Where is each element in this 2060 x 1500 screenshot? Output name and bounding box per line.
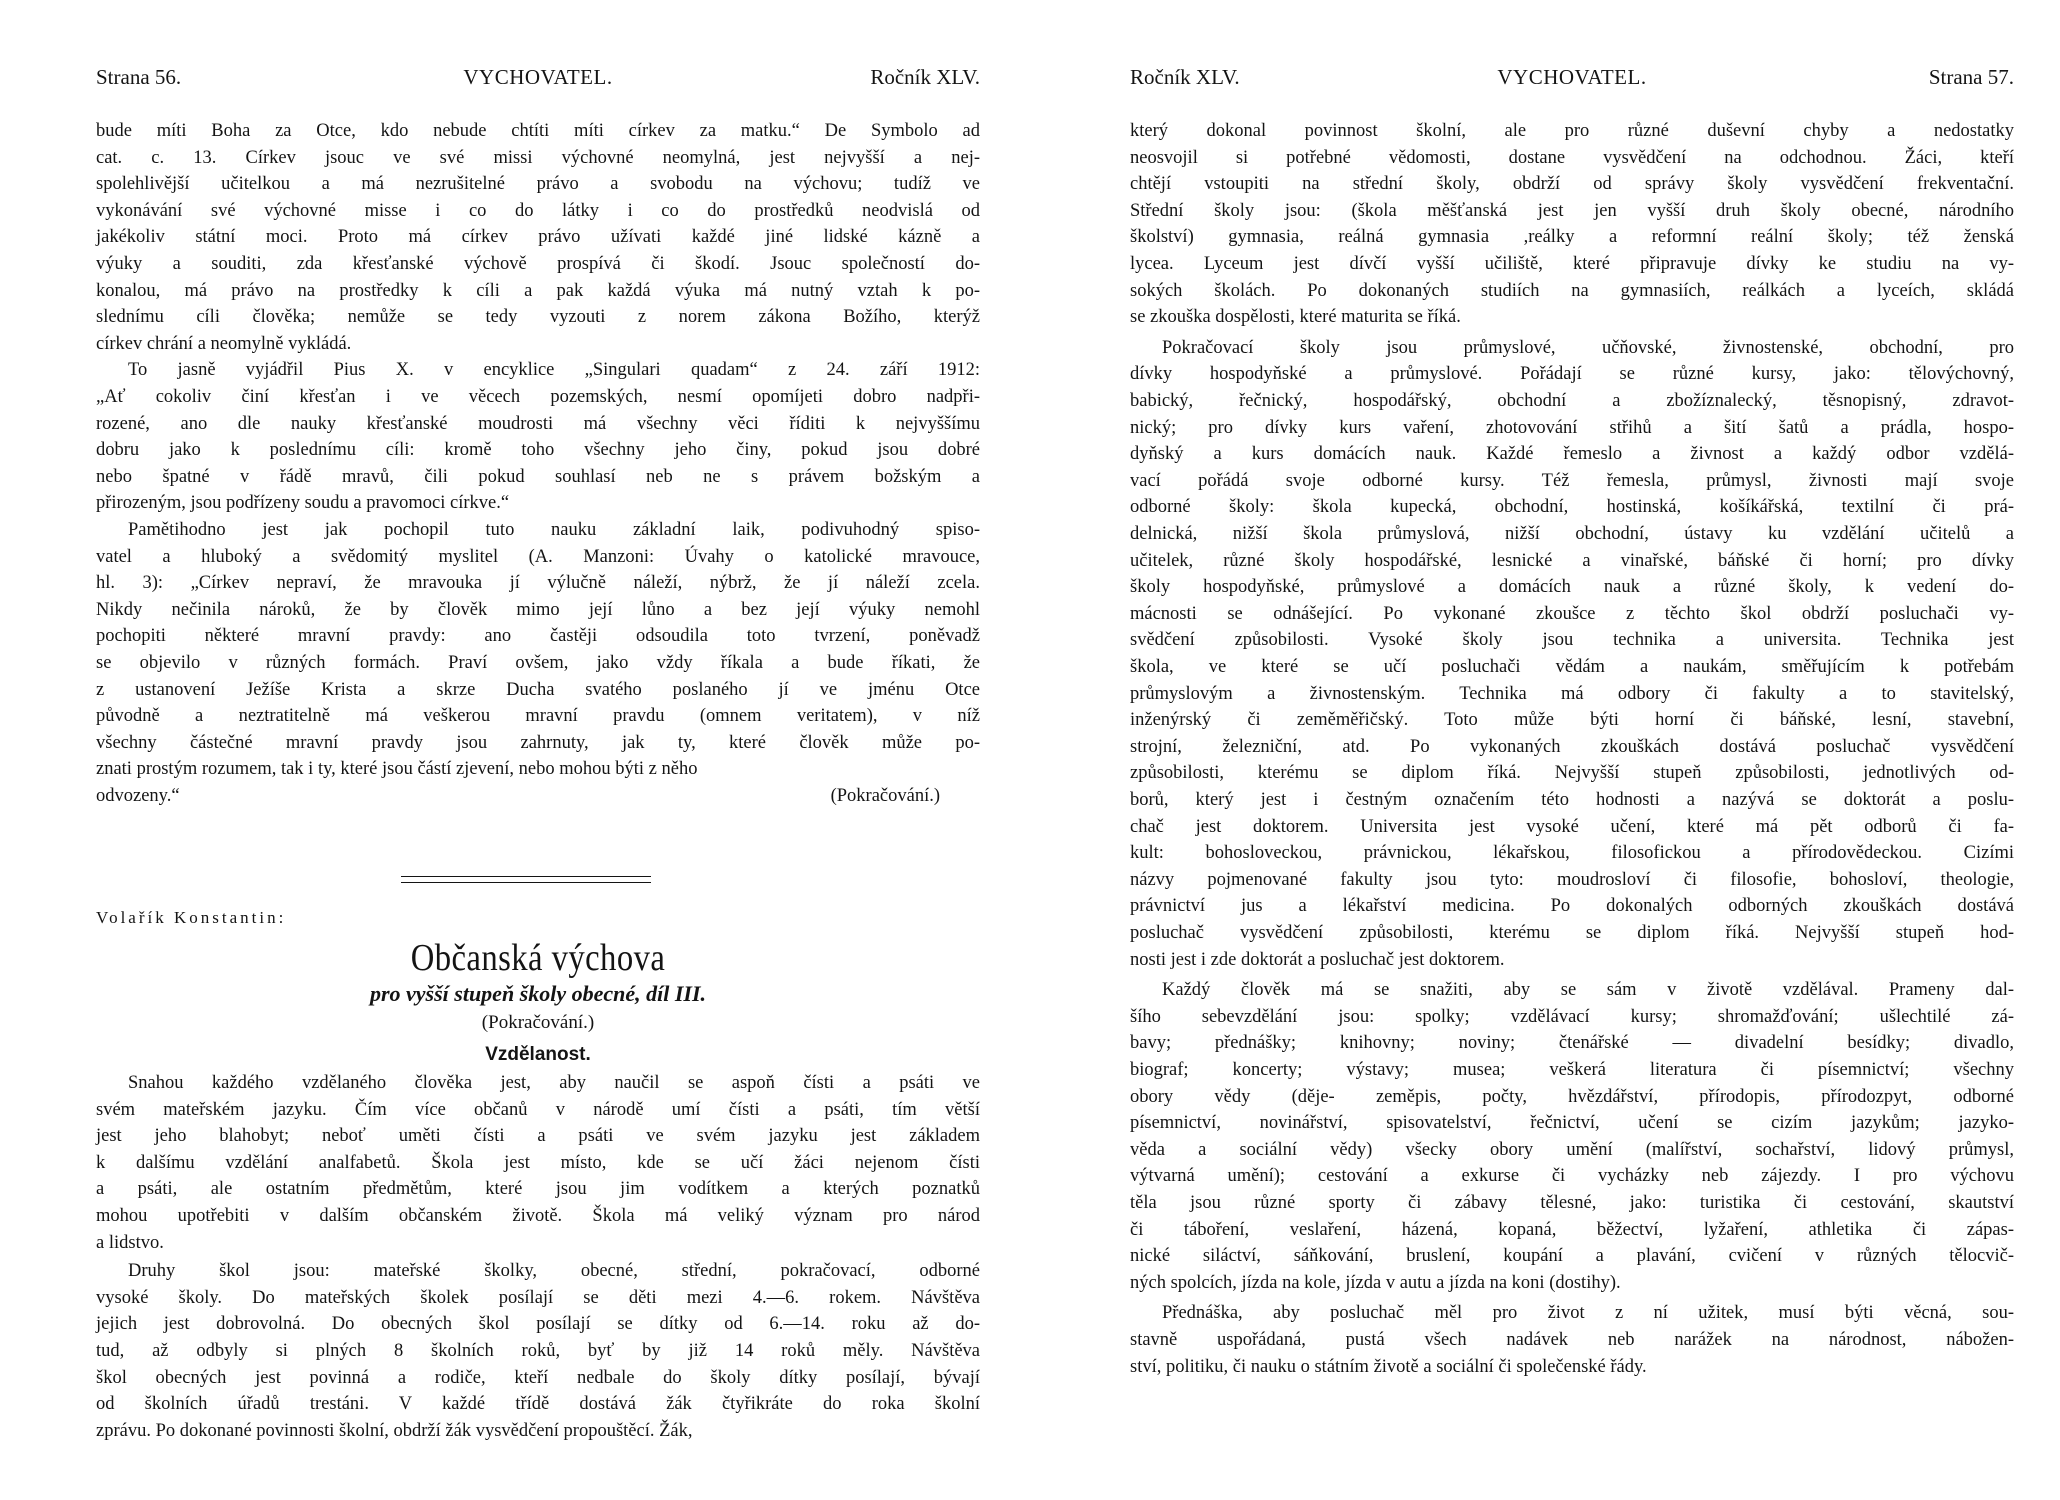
- text-line: výuky a souditi, zda křesťanské výchově prospívá či škodí. Jsouc společností do-: [96, 254, 980, 274]
- text-line: lycea. Lyceum jest dívčí vyšší učiliště, které připravuje dívky ke studiu na vy-: [1130, 254, 2014, 274]
- text-line: babický, řečnický, hospodářský, obchodní a zbožíznalecký, těsnopisný, zdravot-: [1130, 391, 2014, 411]
- section-title: Vzdělanost.: [485, 1044, 591, 1065]
- text-line: dyňský a kurs domácích nauk. Každé řemeslo a živnost a každý odbor vzdělá-: [1130, 444, 2014, 465]
- text-line: věda a sociální vědy) všecky obory umění (malířství, sochařství, lidový průmysl,: [1130, 1139, 2014, 1160]
- text-line: posluchač vysvědčení způsobilosti, kterému se diplom říká. Nejvyšší stupeň hod-: [1130, 923, 2014, 943]
- text-line: a lidstvo.: [96, 1232, 164, 1253]
- text-line: odborné školy: škola kupecká, obchodní, hostinská, košíkářská, textilní či prá-: [1130, 497, 2014, 518]
- text-line: vací pořádá svoje odborné kursy. Též řemesla, průmysl, živnosti mají svoje: [1130, 470, 2014, 491]
- text-line: biograf; koncerty; výstavy; musea; veškerá literatura či písemnictví; všechny: [1130, 1060, 2014, 1080]
- text-line: Každý člověk má se snažiti, aby se sám v životě vzdělával. Prameny dal-: [1162, 980, 2014, 1001]
- text-line: jakékoliv státní moci. Proto má církev právo užívati každé jiné lidské kázně a: [96, 227, 980, 248]
- text-line: nické siláctví, sáňkování, bruslení, koupání a plavání, cvičení v různých tělocvič-: [1130, 1246, 2014, 1267]
- text-line: názvy pojmenované fakulty jsou tyto: moudrosloví či filosofie, bohosloví, theologie,: [1130, 869, 2014, 890]
- journal-title: VYCHOVATEL.: [463, 65, 613, 89]
- text-line: se objevilo v různých formách. Praví ovšem, jako vždy říkala a bude říkati, že: [96, 653, 980, 673]
- text-line: vykonávání své výchovné misse i co do látky i co do prostředků neodvislá od: [96, 200, 980, 221]
- text-line: Pamětihodno jest jak pochopil tuto nauku základní laik, podivuhodný spiso-: [128, 520, 980, 540]
- text-line: inženýrský či zeměměřičský. Toto může býti horní či báňské, lesní, stavební,: [1130, 710, 2014, 731]
- right-page: [1130, 0, 2014, 1500]
- text-line: učitelek, různé školy hospodářské, lesnické a vinařské, báňské či horní; pro dívky: [1130, 550, 2014, 571]
- text-line: konalou, má právo na prostředky k cíli a pak každá výuka má nutný vztah k po-: [96, 280, 980, 301]
- text-line: škol obecných jest povinná a rodiče, kteří nedbale do školy dítky posílají, bývají: [96, 1367, 980, 1388]
- text-line: znati prostým rozumem, tak i ty, které jsou částí zjevení, nebo mohou býti z něho: [96, 759, 698, 780]
- text-line: rozené, ano dle nauky křesťanské moudrosti má všechny věci říditi k nejvyššímu: [96, 413, 980, 434]
- left-running-head: [96, 65, 980, 95]
- text-line: sokých školách. Po dokonaných studiích na gymnasiích, reálkách a lyceích, skládá: [1130, 280, 2014, 301]
- text-line: mohou upotřebiti v dalším občanském životě. Škola má veliký význam pro národ: [96, 1206, 980, 1226]
- text-line: či táboření, veslaření, házená, kopaná, běžectví, lyžaření, athletika či zápas-: [1130, 1219, 2014, 1240]
- text-line: tud, až odbyly si plných 8 školních roků, byť by již 14 roků měly. Návštěva: [96, 1341, 980, 1361]
- text-line: stavně uspořádaná, pustá všech nadávek neb narážek na národnost, nábožen-: [1130, 1330, 2014, 1350]
- text-line: dobru jako k poslednímu cíli: kromě toho všechny jeho činy, pokud jsou dobré: [96, 440, 980, 461]
- page-number-57: Strana 57.: [1928, 65, 2014, 89]
- article-title: Občanská výchova: [410, 937, 666, 979]
- text-line: školství) gymnasia, reálná gymnasia ,reálky a reformní reální školy; též ženská: [1130, 227, 2014, 248]
- double-rule-bottom: [401, 882, 651, 883]
- text-line: Druhy škol jsou: mateřské školky, obecné, střední, pokračovací, odborné: [128, 1261, 980, 1282]
- text-line: To jasně vyjádřil Pius X. v encyklice „Singulari quadam“ z 24. září 1912:: [128, 360, 980, 381]
- text-line: přirozeným, jsou podřízeny soudu a pravomoci církve.“: [96, 493, 510, 514]
- journal-title: VYCHOVATEL.: [1497, 65, 1647, 89]
- text-line: od školních úřadů trestáni. V každé třídě dostává žák čtyřikráte do roka školní: [96, 1394, 980, 1415]
- text-line: nický; pro dívky kurs vaření, zhotovování střihů a šití šatů a prádla, hospo-: [1130, 417, 2014, 438]
- text-line: spolehlivější učitelkou a má nezrušitelné právo a svobodu na výchovu; tudíž ve: [96, 174, 980, 195]
- text-line: zprávu. Po dokonané povinnosti školní, obdrží žák vysvědčení propouštěcí. Žák,: [96, 1420, 693, 1441]
- text-line: způsobilosti, kterému se diplom říká. Nejvyšší stupeň způsobilosti, jednotlivých od-: [1130, 763, 2014, 784]
- page-number-56: Strana 56.: [96, 65, 182, 89]
- text-line: k dalšímu vzdělání analfabetů. Škola jest místo, kde se učí žáci nejenom čísti: [96, 1152, 980, 1173]
- text-line: který dokonal povinnost školní, ale pro různé duševní chyby a nedostatky: [1130, 121, 2014, 141]
- text-line: Nikdy nečinila nároků, že by člověk mimo její lůno a bez její výuky nemohl: [96, 599, 980, 620]
- text-line: delnická, nižší škola průmyslová, nižší obchodní, ústavy ku vzdělání učitelů a: [1130, 524, 2014, 544]
- article-continued: (Pokračování.): [481, 1012, 595, 1033]
- text-line: těla jsou různé sporty či zábavy tělesné, jako: turistika či cestování, skautství: [1130, 1193, 2014, 1213]
- text-line: pochopiti některé mravní pravdy: ano častěji odsoudila toto tvrzení, poněvadž: [96, 626, 980, 647]
- text-line: Snahou každého vzdělaného člověka jest, aby naučil se aspoň čísti a psáti ve: [128, 1073, 980, 1093]
- text-line: borů, který jest i čestným označením této hodnosti a nazývá se doktorát a poslu-: [1130, 790, 2014, 810]
- text-line: školy hospodyňské, průmyslové a domácích nauk a různé školy, k vedení do-: [1130, 577, 2014, 598]
- text-line: bude míti Boha za Otce, kdo nebude chtíti míti církev za matku.“ De Symbolo ad: [96, 121, 980, 141]
- text-line: se zkouška dospělosti, které maturita se říká.: [1130, 307, 1461, 328]
- text-line: neosvojil si potřebné vědomosti, dostane vysvědčení na odchodnou. Žáci, kteří: [1130, 147, 2014, 168]
- text-line: jest jeho blahobyt; neboť uměti čísti a psáti ve svém jazyku jest základem: [96, 1126, 980, 1147]
- left-page: [96, 0, 980, 1500]
- text-line: hl. 3): „Církev nepraví, že mravouka jí výlučně náleží, nýbrž, že jí náleží zcela.: [96, 573, 980, 594]
- quote-end: odvozeny.“: [96, 786, 180, 806]
- text-line: právnictví jus a lékařství medicina. Po dokonalých odborných zkouškách dostává: [1130, 896, 2014, 917]
- text-line: původně a neztratitelně má veškerou mravní pravdu (omnem veritatem), v níž: [96, 706, 980, 727]
- text-line: svědčení způsobilosti. Vysoké školy jsou technika a universita. Technika jest: [1130, 630, 2014, 651]
- text-line: církev chrání a neomylně vykládá.: [96, 333, 352, 354]
- continued-note: (Pokračování.): [830, 786, 940, 806]
- text-line: cat. c. 13. Církev jsouc ve své missi výchovné neomylná, jest nejvyšší a nej-: [96, 147, 980, 168]
- text-line: chtějí vstoupiti na střední školy, obdrží od správy školy vysvědčení frekventační.: [1130, 174, 2014, 195]
- text-line: dívky hospodyňské a průmyslové. Pořádají se různé kursy, jako: tělovýchovný,: [1130, 364, 2014, 385]
- text-line: chač jest doktorem. Universita jest vysoké učení, které má pět odborů či fa-: [1130, 816, 2014, 837]
- text-line: výtvarná umění); cestování a exkurse či vycházky neb zájezdy. I pro výchovu: [1130, 1166, 2014, 1187]
- text-line: průmyslovým a živnostenským. Technika má odbory či fakulty a to stavitelský,: [1130, 683, 2014, 704]
- text-line: „Ať cokoliv činí křesťan i ve věcech pozemských, nesmí opomíjeti dobro nadpři-: [96, 387, 980, 407]
- text-line: škola, ve které se učí posluchači vědám a naukám, směřujícím k potřebám: [1130, 657, 2014, 677]
- text-line: [96, 783, 980, 809]
- text-line: slednímu cíli člověka; nemůže se tedy vyzouti z norem zákona Božího, kterýž: [96, 307, 980, 328]
- text-line: bavy; přednášky; knihovny; noviny; čtenářské — divadelní besídky; divadlo,: [1130, 1033, 2014, 1054]
- text-line: a psáti, ale ostatním předmětům, které jsou jim vodítkem a kterých poznatků: [96, 1179, 980, 1200]
- text-line: šího sebevzdělání jsou: spolky; vzdělávací kursy; shromažďování; ušlechtilé zá-: [1130, 1006, 2014, 1027]
- text-line: kult: bohosloveckou, právnickou, lékařskou, filosofickou a přírodovědeckou. Cizími: [1130, 843, 2014, 864]
- text-line: mácnosti se odnášející. Po vykonané zkoušce z těchto škol obdrží posluchači vy-: [1130, 603, 2014, 624]
- text-line: z ustanovení Ježíše Krista a skrze Ducha svatého poslaného jí ve jménu Otce: [96, 679, 980, 700]
- text-line: jejich jest dobrovolná. Do obecných škol posílají se dítky od 6.—14. roku až do-: [96, 1314, 980, 1335]
- text-line: vatel a hluboký a svědomitý myslitel (A. Manzoni: Úvahy o katolické mravouce,: [96, 546, 980, 567]
- text-line: všechny částečné mravní pravdy jsou zahrnuty, jak ty, které člověk může po-: [96, 732, 980, 753]
- volume-label: Ročník XLV.: [1130, 65, 1240, 89]
- text-line: vysoké školy. Do mateřských školek posílají se děti mezi 4.—6. rokem. Návštěva: [96, 1287, 980, 1308]
- double-rule-top: [401, 876, 651, 877]
- right-running-head: [1130, 65, 2014, 95]
- text-line: nosti jest i zde doktorát a posluchač jest doktorem.: [1130, 949, 1505, 970]
- text-line: písemnictví, novinářství, spisovatelství, řečnictví, učení se cizím jazykům; jazyko-: [1130, 1113, 2014, 1134]
- text-line: Pokračovací školy jsou průmyslové, učňovské, živnostenské, obchodní, pro: [1162, 337, 2014, 358]
- text-line: Přednáška, aby posluchač měl pro život z ní užitek, musí býti věcná, sou-: [1162, 1303, 2014, 1324]
- text-line: nebo špatné v řádě mravů, čili pokud souhlasí neb ne s právem božským a: [96, 466, 980, 487]
- text-line: svém mateřském jazyku. Čím více občanů v národě umí čísti a psáti, tím větší: [96, 1099, 980, 1120]
- text-line: ných spolcích, jízda na kole, jízda v autu a jízda na koni (dostihy).: [1130, 1272, 1621, 1293]
- author-name: Volařík Konstantin:: [96, 908, 287, 927]
- text-line: Střední školy jsou: (škola měšťanská jest jen vyšší druh školy obecné, národního: [1130, 200, 2014, 221]
- volume-label: Ročník XLV.: [870, 65, 980, 89]
- text-line: strojní, železniční, atd. Po vykonaných zkouškách dostává posluchač vysvědčení: [1130, 736, 2014, 757]
- text-line: obory vědy (děje- zeměpis, počty, hvězdářství, přírodopis, přírodozpyt, odborné: [1130, 1086, 2014, 1107]
- text-line: ství, politiku, či nauku o státním životě a sociální či společenské řády.: [1130, 1356, 1647, 1377]
- article-subtitle: pro vyšší stupeň školy obecné, díl III.: [369, 981, 707, 1006]
